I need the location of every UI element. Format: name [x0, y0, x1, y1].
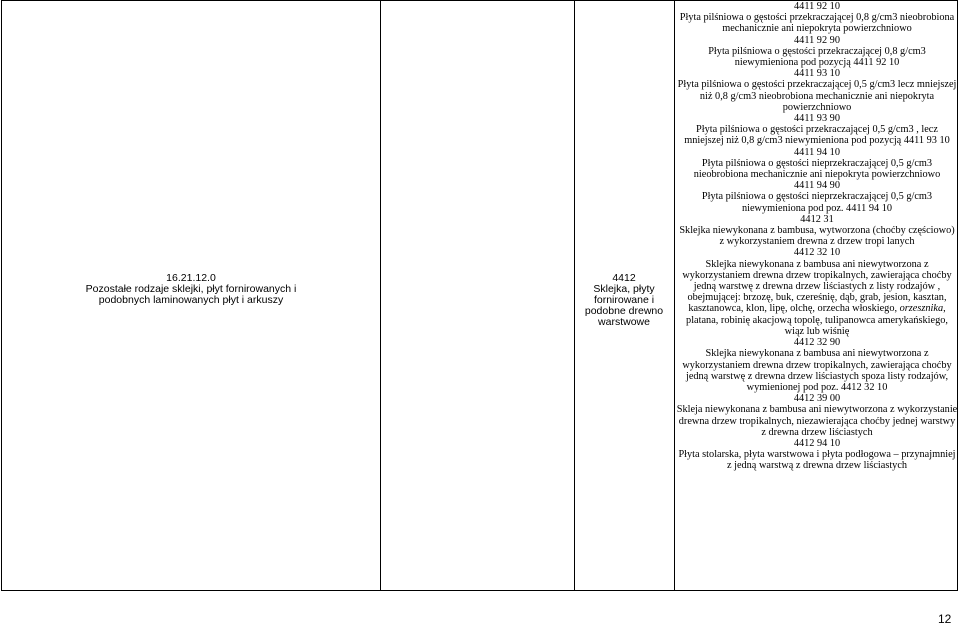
- page-number: 12: [938, 612, 952, 626]
- cn-description: Płyta pilśniowa o gęstości nieprzekraczającej 0,5 g/cm3 niewymieniona pod poz. 4411 94 10: [701, 191, 933, 214]
- cn-description-part: Sklejka niewykonana z bambusa ani niewytworzona z wykorzystaniem drewna drzew tropikalnych, zawierająca choćby jedną warstwę z drewna drzew liściastych z listy rodzajów , obejmującej: brzozę, buk, czereśnię, dąb, grab, jesion, kasztan, kasztanowca, klon, lipę, olchę, orzecha włoskiego,: [682, 258, 952, 315]
- pkwiu-code: 16.21.12.0: [166, 272, 216, 284]
- cn-entry: [676, 180, 958, 214]
- cn-entry: [676, 247, 958, 337]
- cn-entry: [676, 147, 958, 181]
- cn-description: Płyta pilśniowa o gęstości przekraczającej 0,8 g/cm3 niewymieniona pod pozycją 4411 92 10: [708, 45, 926, 69]
- cn-description: [676, 259, 958, 337]
- cn-code: 4411 94 10: [794, 146, 840, 158]
- cn-entry: [676, 35, 958, 69]
- cn-code: 4412 94 10: [793, 437, 841, 449]
- cn-description: Sklejka niewykonana z bambusa ani niewytworzona z wykorzystaniem drewna drzew tropikalnych, zawierająca choćby jedną warstwę z drewna drzew liściastych spoza listy rodzajów, wymienionej pod poz. 4412 32 10: [682, 348, 952, 393]
- column-divider: [674, 1, 675, 590]
- cn-entry: [676, 68, 958, 113]
- pkwiu-cell: [2, 273, 380, 306]
- cn-entry: [676, 438, 958, 472]
- cn-code: 4411 92 10: [794, 1, 840, 12]
- cn-code: 4412 31: [800, 213, 834, 225]
- cn-code: 4411 93 10: [794, 68, 840, 80]
- pkwiu-title: Pozostałe rodzaje sklejki, płyt fornirowanych i podobnych laminowanych płyt i arkuszy: [85, 283, 297, 306]
- cn-code: 4412 39 00: [793, 393, 841, 405]
- cn-codes-cell: [676, 1, 958, 472]
- cn-entry: [676, 214, 958, 248]
- cn-description: Sklejka niewykonana z bambusa, wytworzona (choćby częściowo) z wykorzystaniem drewna z drzew tropi lanych: [679, 225, 955, 248]
- cn-description-part: , platana, robinię akacjową topolę, tulipanowca amerykańskiego, wiąz lub wiśnię: [686, 303, 948, 337]
- column-divider: [380, 1, 381, 590]
- cn-code: 4411 94 90: [794, 180, 840, 192]
- cn-code: 4412 32 10: [793, 247, 841, 259]
- cn-code: 4411 92 90: [794, 34, 840, 46]
- cn-description: Płyta pilśniowa o gęstości przekraczającej 0,5 g/cm3 , lecz mniejszej niż 0,8 g/cm3 niewymieniona pod pozycją 4411 93 10: [684, 124, 950, 147]
- cn-description-italic: orzesznika: [899, 303, 944, 315]
- cn-entry: [676, 113, 958, 147]
- cn-description: Płyta pilśniowa o gęstości przekraczającej 0,8 g/cm3 nieobrobiona mechanicznie ani niepokryta powierzchniowo: [679, 12, 955, 35]
- cn-entry: [676, 393, 958, 438]
- cn-entry: [676, 1, 958, 35]
- cn-description: Płyta pilśniowa o gęstości przekraczającej 0,5 g/cm3 lecz mniejszej niż 0,8 g/cm3 nieobrobiona mechanicznie ani niepokryta powierzchniowo: [677, 79, 957, 113]
- cn-description: Płyta stolarska, płyta warstwowa i płyta podłogowa – przynajmniej z jedną warstwą z drewna drzew liściastych: [678, 449, 956, 472]
- classification-table: [1, 0, 958, 591]
- cn-description: Płyta pilśniowa o gęstości nieprzekraczającej 0,5 g/cm3 nieobrobiona mechanicznie ani niepokryta powierzchniowo: [693, 157, 941, 181]
- cn-heading-title: Sklejka, płyty fornirowane i podobne drewno warstwowe: [584, 283, 664, 328]
- cn-heading-cell: [574, 273, 674, 328]
- cn-entry: [676, 337, 958, 393]
- cn-code: 4412 32 90: [793, 337, 841, 349]
- cn-heading-code: 4412: [612, 272, 636, 284]
- cn-description: Skleja niewykonana z bambusa ani niewytworzona z wykorzystanie drewna drzew tropikalnych, niezawierająca choćby jednej warstwy z drewna drzew liściastych: [676, 404, 958, 438]
- cn-code: 4411 93 90: [794, 113, 840, 125]
